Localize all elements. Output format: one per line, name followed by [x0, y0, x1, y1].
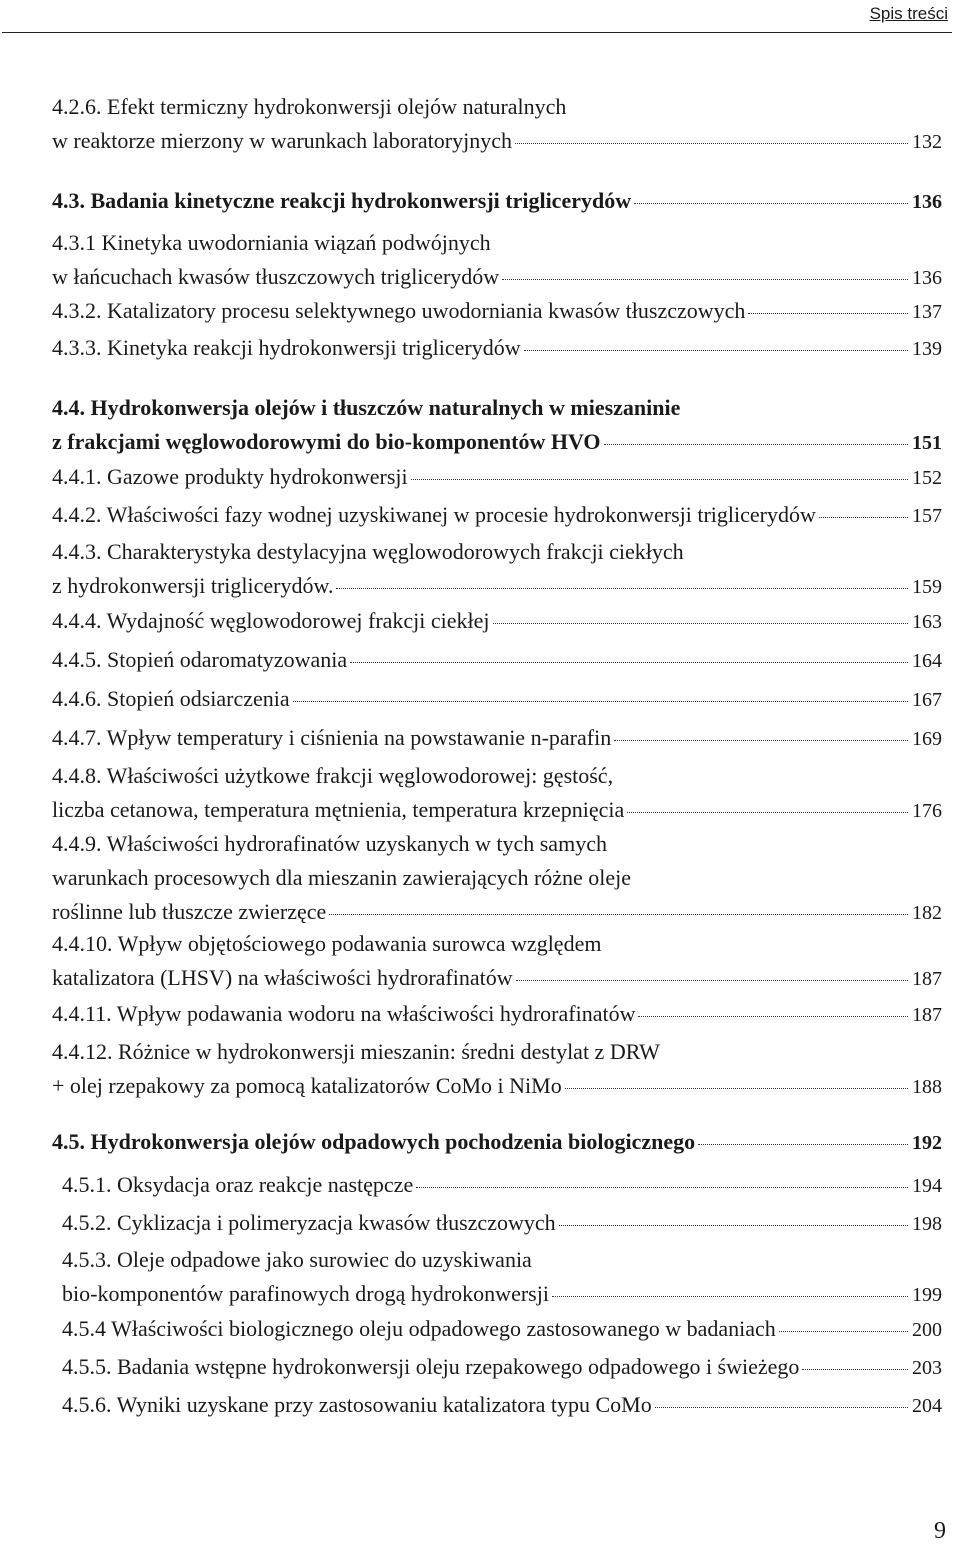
toc-entry-title: katalizatora (LHSV) na właściwości hydrorafinatów: [52, 965, 513, 990]
toc-entry-line: [52, 723, 942, 754]
toc-entry-title: 4.4.3. Charakterystyka destylacyjna węglowodorowych frakcji ciekłych: [52, 539, 684, 564]
dot-leader: [502, 278, 908, 280]
toc-page-number: 194: [912, 1175, 942, 1197]
dot-leader: [559, 1224, 908, 1226]
toc-entry-line: [52, 186, 942, 217]
dot-leader: [336, 587, 908, 589]
toc-entry-title: 4.5. Hydrokonwersja olejów odpadowych pochodzenia biologicznego: [52, 1129, 696, 1154]
toc-entry-title: 4.3.3. Kinetyka reakcji hydrokonwersji triglicerydów: [52, 335, 521, 360]
toc-entry-title: z hydrokonwersji triglicerydów.: [52, 573, 334, 598]
toc-entry-title: w reaktorze mierzony w warunkach laboratoryjnych: [52, 128, 512, 153]
running-header-title[interactable]: Spis treści: [869, 4, 948, 23]
toc-entry-title: 4.3. Badania kinetyczne reakcji hydrokonwersji triglicerydów: [52, 188, 632, 213]
toc-page-number: 151: [912, 432, 942, 454]
toc-entry-title: 4.4.9. Właściwości hydrorafinatów uzyskanych w tych samych: [52, 831, 607, 856]
toc-page-number: 182: [912, 902, 942, 924]
toc-page-number: 164: [912, 650, 942, 672]
dot-leader: [329, 913, 908, 915]
toc-entry-title: roślinne lub tłuszcze zwierzęce: [52, 899, 327, 924]
toc-entry-title: 4.4.1. Gazowe produkty hydrokonwersji: [52, 464, 408, 489]
toc-entry-line: [52, 126, 942, 157]
dot-leader: [698, 1143, 908, 1145]
toc-entry-title: 4.3.2. Katalizatory procesu selektywnego uwodorniania kwasów tłuszczowych: [52, 298, 746, 323]
toc-entry-title: 4.4.12. Różnice w hydrokonwersji mieszanin: średni destylat z DRW: [52, 1039, 660, 1064]
toc-entry-line: [52, 963, 942, 994]
dot-leader: [638, 1015, 908, 1017]
toc-page-number: 203: [912, 1357, 942, 1379]
toc-page-number: 169: [912, 728, 942, 750]
toc-entry-line: [52, 897, 942, 928]
toc-entry-line: [52, 537, 684, 567]
toc-page-number: 187: [912, 968, 942, 990]
toc-entry-title: 4.5.5. Badania wstępne hydrokonwersji oleju rzepakowego odpadowego i świeżego: [62, 1354, 800, 1379]
toc-entry-title: 4.4. Hydrokonwersja olejów i tłuszczów naturalnych w mieszaninie: [52, 395, 681, 420]
toc-entry-line: [52, 1071, 942, 1102]
toc-entry-title: 4.2.6. Efekt termiczny hydrokonwersji olejów naturalnych: [52, 94, 567, 119]
toc-page-number: 167: [912, 689, 942, 711]
dot-leader: [515, 142, 908, 144]
toc-page-number: 163: [912, 611, 942, 633]
toc-entry-line: [52, 92, 566, 122]
toc-entry-line: [62, 1314, 942, 1345]
toc-entry-line: [62, 1279, 942, 1310]
toc-entry-title: 4.5.2. Cyklizacja i polimeryzacja kwasów tłuszczowych: [62, 1210, 556, 1235]
toc-entry-title: 4.4.6. Stopień odsiarczenia: [52, 686, 290, 711]
toc-page-number: 136: [912, 267, 942, 289]
dot-leader: [634, 202, 908, 204]
toc-entry-title: z frakcjami węglowodorowymi do bio-komponentów HVO: [52, 429, 601, 454]
dot-leader: [516, 979, 908, 981]
toc-entry-title: + olej rzepakowy za pomocą katalizatorów CoMo i NiMo: [52, 1073, 562, 1098]
toc-page-number: 198: [912, 1213, 942, 1235]
dot-leader: [565, 1087, 908, 1089]
toc-entry-title: 4.4.11. Wpływ podawania wodoru na właściwości hydrorafinatów: [52, 1001, 636, 1026]
dot-leader: [779, 1330, 908, 1332]
page-number: 9: [934, 1518, 946, 1544]
toc-page-number: 187: [912, 1004, 942, 1026]
dot-leader: [524, 349, 908, 351]
toc-entry-line: [62, 1208, 942, 1239]
toc-entry-line: [52, 645, 942, 676]
dot-leader: [655, 1406, 908, 1408]
toc-entry-line: [52, 571, 942, 602]
toc-page-number: 192: [912, 1132, 942, 1154]
dot-leader: [802, 1368, 908, 1370]
toc-entry-line: [52, 999, 942, 1030]
toc-entry-title: 4.4.10. Wpływ objętościowego podawania surowca względem: [52, 931, 602, 956]
toc-page-number: 200: [912, 1319, 942, 1341]
toc-page-number: 152: [912, 467, 942, 489]
toc-entry-line: [52, 393, 680, 423]
toc-page-number: 136: [912, 191, 942, 213]
dot-leader: [614, 739, 908, 741]
toc-entry-line: [52, 761, 613, 791]
dot-leader: [411, 478, 908, 480]
toc-entry-title: 4.5.4 Właściwości biologicznego oleju odpadowego zastosowanego w badaniach: [62, 1316, 776, 1341]
toc-entry-line: [52, 863, 631, 893]
toc-entry-line: [62, 1170, 942, 1201]
toc-entry-line: [52, 795, 942, 826]
toc-entry-title: liczba cetanowa, temperatura mętnienia, temperatura krzepnięcia: [52, 797, 625, 822]
toc-page-number: 137: [912, 301, 942, 323]
dot-leader: [552, 1295, 908, 1297]
toc-page-number: 159: [912, 576, 942, 598]
toc-entry-title: 4.4.5. Stopień odaromatyzowania: [52, 647, 348, 672]
toc-entry-title: w łańcuchach kwasów tłuszczowych triglicerydów: [52, 264, 500, 289]
toc-entry-line: [62, 1352, 942, 1383]
toc-page-number: 139: [912, 338, 942, 360]
toc-page-number: 188: [912, 1076, 942, 1098]
toc-entry-title: 4.4.8. Właściwości użytkowe frakcji węglowodorowej: gęstość,: [52, 763, 614, 788]
toc-entry-title: 4.5.6. Wyniki uzyskane przy zastosowaniu katalizatora typu CoMo: [62, 1392, 652, 1417]
dot-leader: [604, 443, 908, 445]
toc-entry-title: 4.4.4. Wydajność węglowodorowej frakcji ciekłej: [52, 608, 490, 633]
toc-entry-line: [52, 333, 942, 364]
toc-entry-line: [52, 829, 607, 859]
toc-entry-line: [52, 427, 942, 458]
toc-entry-title: warunkach procesowych dla mieszanin zawierających różne oleje: [52, 865, 632, 890]
dot-leader: [627, 811, 908, 813]
toc-entry-line: [52, 262, 942, 293]
toc-page-number: 176: [912, 800, 942, 822]
toc-entry-line: [52, 296, 942, 327]
toc-entry-line: [52, 228, 491, 258]
toc-entry-line: [52, 1037, 660, 1067]
toc-entry-line: [52, 684, 942, 715]
toc-entry-line: [62, 1245, 532, 1275]
toc-entry-line: [52, 606, 942, 637]
toc-entry-title: 4.4.2. Właściwości fazy wodnej uzyskiwanej w procesie hydrokonwersji triglicerydów: [52, 502, 816, 527]
toc-page-number: 157: [912, 505, 942, 527]
toc-entry-title: 4.5.3. Oleje odpadowe jako surowiec do uzyskiwania: [62, 1247, 532, 1272]
toc-entry-line: [52, 500, 942, 531]
toc-entry-title: 4.4.7. Wpływ temperatury i ciśnienia na powstawanie n-parafin: [52, 725, 612, 750]
dot-leader: [350, 661, 908, 663]
toc-entry-title: 4.5.1. Oksydacja oraz reakcje następcze: [62, 1172, 414, 1197]
toc-page-number: 204: [912, 1395, 942, 1417]
dot-leader: [293, 700, 908, 702]
toc-page-number: 199: [912, 1284, 942, 1306]
dot-leader: [748, 312, 908, 314]
toc-entry-title: bio-komponentów parafinowych drogą hydrokonwersji: [62, 1281, 549, 1306]
toc-entry-line: [52, 929, 601, 959]
toc-entry-title: 4.3.1 Kinetyka uwodorniania wiązań podwójnych: [52, 230, 491, 255]
toc-entry-line: [52, 1127, 942, 1158]
toc-entry-line: [62, 1390, 942, 1421]
toc-page-number: 132: [912, 131, 942, 153]
toc-entry-line: [52, 462, 942, 493]
dot-leader: [493, 622, 908, 624]
dot-leader: [819, 516, 908, 518]
dot-leader: [416, 1186, 908, 1188]
